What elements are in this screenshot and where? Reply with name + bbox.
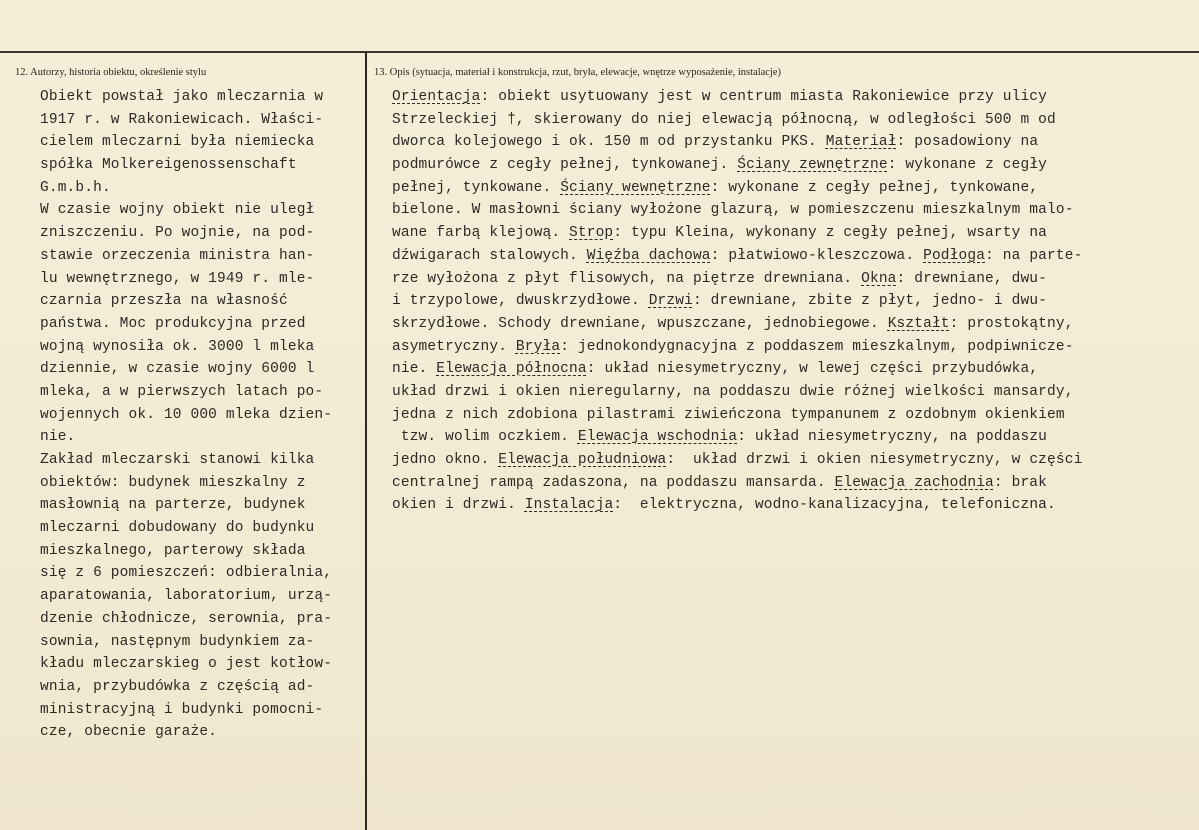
line-text: jedna z nich zdobiona pilastrami ziwieńczona tympanunem z ozdobnym okienkiem: [392, 406, 1065, 423]
line-text: rze wyłożona z płyt flisowych, na piętrze drewniana.: [392, 270, 862, 287]
line-text: : wykonane z cegły pełnej, tynkowane,: [710, 179, 1039, 196]
underlined-keyword: Okna: [861, 270, 897, 287]
section-12-line: dziennie, w czasie wojny 6000 l: [40, 361, 315, 378]
section-12-line: stawie orzeczenia ministra han-: [40, 247, 315, 264]
section-12-line: cielem mleczarni była niemiecka: [40, 134, 315, 151]
section-12-text: [40, 86, 365, 744]
line-text: : na parte-: [985, 247, 1083, 264]
line-text: : posadowiony na: [896, 134, 1039, 151]
line-text: i trzypolowe, dwuskrzydłowe.: [392, 293, 649, 310]
section-12-line: wojną wynosiła ok. 3000 l mleka: [40, 338, 315, 355]
section-12-line: nie.: [40, 429, 76, 446]
section-13-line: [392, 154, 1192, 177]
line-text: : brak: [993, 474, 1048, 491]
section-12-line: obiektów: budynek mieszkalny z: [40, 474, 306, 491]
line-text: okien i drzwi.: [392, 497, 525, 514]
line-text: : układ niesymetryczny, na poddaszu: [737, 429, 1048, 446]
line-text: : układ drzwi i okien niesymetryczny, w części: [666, 452, 1083, 468]
underlined-keyword: Materiał: [825, 134, 897, 151]
section-13-line: [392, 358, 1192, 381]
line-text: bielone. W masłowni ściany wyłożone glazurą, w pomieszczenu mieszkalnym malo-: [392, 202, 1074, 219]
section-12-line: mieszkalnego, parterowy składa: [40, 542, 306, 559]
underlined-keyword: Więźba dachowa: [586, 247, 711, 264]
line-text: wane farbą klejową.: [392, 225, 570, 242]
section-12-line: wojennych ok. 10 000 mleka dzien-: [40, 406, 333, 423]
section-12-line: ministracyjną i budynki pomocni-: [40, 701, 324, 718]
section-13-line: [392, 222, 1192, 245]
section-13-line: [392, 245, 1192, 268]
section-12-line: Zakład mleczarski stanowi kilka: [40, 452, 315, 468]
top-divider: [0, 51, 1199, 53]
section-12-line: cze, obecnie garaże.: [40, 724, 218, 741]
section-13-line: [392, 472, 1192, 495]
underlined-keyword: Elewacja północna: [436, 361, 587, 378]
line-text: : elektryczna, wodno-kanalizacyjna, telefoniczna.: [613, 497, 1056, 514]
section-13-line: [392, 268, 1192, 291]
line-text: : płatwiowo-kleszczowa.: [710, 247, 924, 264]
section-12-line: W czasie wojny obiekt nie uległ: [40, 202, 315, 219]
line-text: asymetryczny.: [392, 338, 516, 355]
underlined-keyword: Orientacja: [392, 89, 481, 105]
underlined-keyword: Bryła: [515, 338, 561, 355]
underlined-keyword: Ściany zewnętrzne: [737, 157, 888, 174]
section-12-line: mleczarni dobudowany do budynku: [40, 520, 315, 537]
line-text: : obiekt usytuowany jest w centrum miasta Rakoniewice przy ulicy: [480, 89, 1048, 105]
section-12-line: spółka Molkereigenossenschaft: [40, 157, 297, 174]
underlined-keyword: Elewacja wschodnia: [577, 429, 738, 446]
section-12-line: aparatowania, laboratorium, urzą-: [40, 588, 333, 605]
line-text: skrzydłowe. Schody drewniane, wpuszczane, jednobiegowe.: [392, 315, 888, 332]
section-13-line: [392, 426, 1192, 449]
line-text: nie.: [392, 361, 437, 378]
section-12-line: czarnia przeszła na własność: [40, 293, 288, 310]
section-12-line: dzenie chłodnicze, serownia, pra-: [40, 610, 333, 627]
section-13-line: [392, 404, 1192, 427]
line-text: : wykonane z cegły: [887, 157, 1048, 174]
section-13-line: [392, 290, 1192, 313]
line-text: dworca kolejowego i ok. 150 m od przystanku PKS.: [392, 134, 826, 151]
section-12-line: G.m.b.h.: [40, 179, 111, 196]
section-12-line: państwa. Moc produkcyjna przed: [40, 315, 306, 332]
section-13-line: [392, 109, 1192, 132]
line-text: centralnej rampą zadaszona, na poddaszu mansarda.: [392, 474, 835, 491]
underlined-keyword: Podłoga: [923, 247, 986, 264]
underlined-keyword: Strop: [569, 225, 614, 242]
section-13-line: [392, 381, 1192, 404]
underlined-keyword: Drzwi: [648, 293, 693, 310]
line-text: układ drzwi i okien nieregularny, na poddaszu dwie różnej wielkości mansardy,: [392, 383, 1074, 400]
underlined-keyword: Elewacja zachodnia: [834, 474, 994, 491]
column-divider: [365, 52, 367, 830]
section-13-text: [392, 86, 1192, 517]
section-13-line: [392, 336, 1192, 359]
underlined-keyword: Ściany wewnętrzne: [560, 179, 711, 196]
section-12-line: Obiekt powstał jako mleczarnia w: [40, 89, 324, 105]
line-text: podmurówce z cegły pełnej, tynkowanej.: [392, 157, 738, 174]
section-12-line: mleka, a w pierwszych latach po-: [40, 383, 324, 400]
section-13-line: [392, 199, 1192, 222]
section-13-line: [392, 131, 1192, 154]
section-13-line: [392, 177, 1192, 200]
line-text: pełnej, tynkowane.: [392, 179, 561, 196]
section-12-line: 1917 r. w Rakoniewicach. Właści-: [40, 111, 324, 128]
section-12-line: sownia, następnym budynkiem za-: [40, 633, 315, 650]
line-text: dźwigarach stalowych.: [392, 247, 587, 264]
section-13-line: [392, 494, 1192, 517]
line-text: Strzeleckiej †, skierowany do niej elewacją północną, w odległości 500 m od: [392, 111, 1056, 128]
section-13-heading: 13. Opis (sytuacja, materiał i konstrukcja, rzut, bryła, elewacje, wnętrze wyposażenie, instalacje): [374, 67, 782, 78]
section-12-line: wnia, przybudówka z częścią ad-: [40, 678, 315, 695]
section-12-line: kładu mleczarskieg o jest kotłow-: [40, 656, 333, 673]
section-12-line: zniszczeniu. Po wojnie, na pod-: [40, 225, 315, 242]
underlined-keyword: Elewacja południowa: [498, 452, 667, 468]
line-text: jedno okno.: [392, 452, 499, 468]
line-text: : jednokondygnacyjna z poddaszem mieszkalnym, podpiwnicze-: [560, 338, 1074, 355]
line-text: tzw. wolim oczkiem.: [392, 429, 578, 446]
line-text: : drewniane, dwu-: [896, 270, 1048, 287]
line-text: : układ niesymetryczny, w lewej części przybudówka,: [586, 361, 1039, 378]
section-12-line: masłownią na parterze, budynek: [40, 497, 306, 514]
section-13-line: [392, 313, 1192, 336]
line-text: : drewniane, zbite z płyt, jedno- i dwu-: [692, 293, 1048, 310]
section-13-line: [392, 86, 1192, 109]
underlined-keyword: Kształt: [887, 315, 950, 332]
section-12-heading: 12. Autorzy, historia obiektu, określenie stylu: [15, 67, 207, 78]
underlined-keyword: Instalacja: [524, 497, 614, 514]
line-text: : prostokątny,: [949, 315, 1074, 332]
section-13-line: [392, 449, 1192, 472]
section-12-line: lu wewnętrznego, w 1949 r. mle-: [40, 270, 315, 287]
section-12-line: się z 6 pomieszczeń: odbieralnia,: [40, 565, 333, 582]
line-text: : typu Kleina, wykonany z cegły pełnej, wsarty na: [613, 225, 1048, 242]
